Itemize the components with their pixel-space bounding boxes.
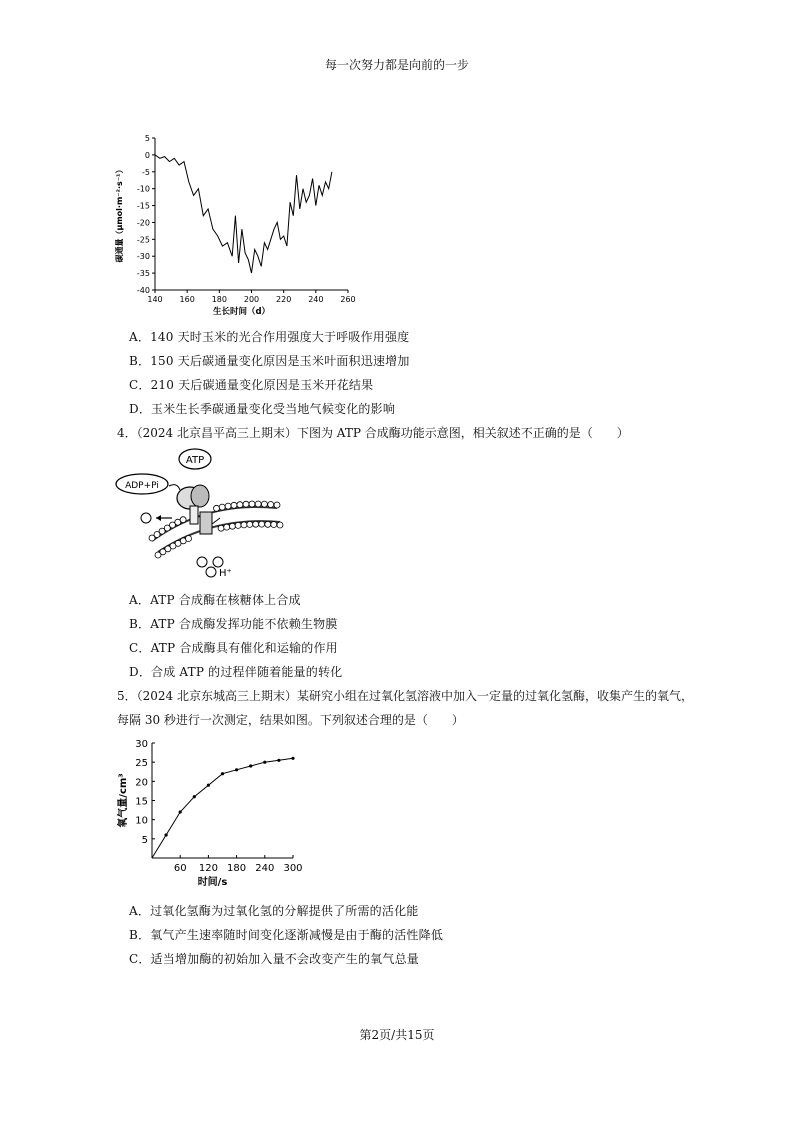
q3-option-c: C．210 天后碳通量变化原因是玉米开花结果: [129, 378, 374, 392]
x-tick-label: 160: [179, 295, 195, 304]
lipid-head: [219, 504, 225, 510]
oxygen-volume-chart: [110, 733, 310, 891]
synthase-stalk: [190, 506, 198, 524]
x-tick-label: 60: [173, 863, 187, 874]
q4-option-d: D．合成 ATP 的过程伴随着能量的转化: [129, 665, 343, 679]
x-tick-label: 180: [227, 863, 247, 874]
data-point: [179, 810, 182, 813]
page-footer: 第2页/共15页: [359, 1028, 435, 1042]
y-tick-label: -10: [136, 184, 150, 194]
x-tick-label: 240: [308, 295, 324, 304]
y-axis-label: 氧气量/cm³: [118, 773, 129, 828]
x-tick-label: 260: [340, 295, 356, 304]
x-tick-label: 240: [255, 863, 275, 874]
q5-option-b: B．氧气产生速率随时间变化逐渐减慢是由于酶的活性降低: [129, 928, 444, 942]
lipid-head: [268, 502, 274, 508]
y-tick-label: 0: [144, 150, 150, 160]
lipid-head: [186, 536, 192, 542]
y-axis-label: 碳通量（μmol·m⁻²·s⁻¹）: [115, 165, 124, 263]
y-tick-label: 20: [135, 777, 148, 789]
q5-option-c: C．适当增加酶的初始加入量不会改变产生的氧气总量: [129, 952, 419, 966]
y-tick-label: 10: [135, 815, 148, 827]
x-tick-label: 300: [283, 863, 303, 874]
y-tick-label: 5: [144, 134, 150, 143]
y-tick-label: -30: [136, 252, 150, 262]
x-tick-label: 120: [198, 863, 218, 874]
lipid-head: [235, 522, 241, 528]
carbon-flux-chart: [110, 128, 370, 323]
q4-stem: 4．（2024 北京昌平高三上期末）下图为 ATP 合成酶功能示意图，相关叙述不正确的是（ ）: [117, 426, 629, 440]
lipid-bilayer: [149, 501, 283, 558]
x-tick-label: 140: [147, 295, 163, 304]
carbon-flux-line: [155, 155, 332, 273]
data-point: [193, 795, 196, 798]
lipid-head: [277, 522, 283, 528]
x-axis-label: 时间/s: [197, 877, 228, 888]
data-point: [235, 768, 238, 771]
data-point: [249, 764, 252, 767]
q3-option-a: A．140 天时玉米的光合作用强度大于呼吸作用强度: [129, 330, 410, 344]
y-tick-label: -20: [136, 218, 150, 228]
lipid-head: [255, 501, 261, 507]
q5-option-a: A．过氧化氢酶为过氧化氢的分解提供了所需的活化能: [129, 904, 419, 918]
lipid-head: [274, 502, 280, 508]
lipid-head: [180, 517, 186, 523]
y-tick-label: -25: [136, 235, 150, 245]
atp-synthase-diagram: [112, 446, 287, 581]
y-tick-label: -5: [142, 167, 150, 177]
page-header: 每一次努力都是向前的一步: [324, 58, 469, 72]
lipid-head: [225, 503, 231, 509]
lipid-head: [247, 521, 253, 527]
lipid-head: [229, 523, 235, 529]
lipid-head: [214, 505, 220, 511]
x-axis-label: 生长时间（d）: [212, 307, 271, 317]
x-tick-label: 200: [243, 295, 260, 304]
x-tick-label: 220: [276, 295, 292, 304]
q4-option-a: A．ATP 合成酶在核糖体上合成: [129, 593, 301, 607]
y-tick-label: -40: [136, 286, 150, 295]
y-tick-label: 5: [141, 834, 148, 846]
lipid-head: [253, 521, 259, 527]
lipid-head: [249, 501, 255, 507]
q4-option-c: C．ATP 合成酶具有催化和运输的作用: [129, 641, 338, 655]
y-tick-label: -15: [136, 201, 150, 211]
lipid-head: [259, 521, 265, 527]
data-point: [165, 833, 168, 836]
lipid-head: [265, 521, 271, 527]
lipid-head: [231, 502, 237, 508]
lipid-head: [271, 522, 277, 528]
data-point: [291, 757, 294, 760]
y-tick-label: 15: [135, 796, 148, 808]
q5-stem-line2: 每隔 30 秒进行一次测定，结果如图。下列叙述合理的是（ ）: [117, 713, 464, 727]
data-point: [207, 784, 210, 787]
q5-stem-line1: 5．（2024 北京东城高三上期末）某研究小组在过氧化氢溶液中加入一定量的过氧化氢酶，收集产生的氧气，: [117, 689, 693, 703]
q3-option-d: D．玉米生长季碳通量变化受当地气候变化的影响: [129, 402, 396, 416]
q3-option-b: B．150 天后碳通量变化原因是玉米叶面积迅速增加: [129, 354, 410, 368]
proton-label: H⁺: [219, 568, 232, 579]
atp-label: ATP: [185, 455, 205, 466]
y-tick-label: 30: [135, 739, 148, 750]
y-tick-label: 25: [135, 758, 148, 770]
lipid-head: [243, 501, 249, 507]
y-tick-label: -35: [136, 269, 150, 279]
lipid-head: [261, 501, 267, 507]
synthase-channel: [200, 512, 212, 534]
adp-label: ADP+Pi: [125, 481, 159, 491]
x-tick-label: 180: [211, 295, 227, 304]
data-point: [263, 761, 266, 764]
lipid-head: [218, 525, 224, 531]
lipid-head: [224, 524, 230, 530]
data-point: [221, 772, 224, 775]
q4-option-b: B．ATP 合成酶发挥功能不依赖生物膜: [129, 617, 338, 631]
lipid-head: [241, 522, 247, 528]
lipid-head: [237, 502, 243, 508]
proton-left: [141, 513, 151, 523]
data-point: [277, 759, 280, 762]
